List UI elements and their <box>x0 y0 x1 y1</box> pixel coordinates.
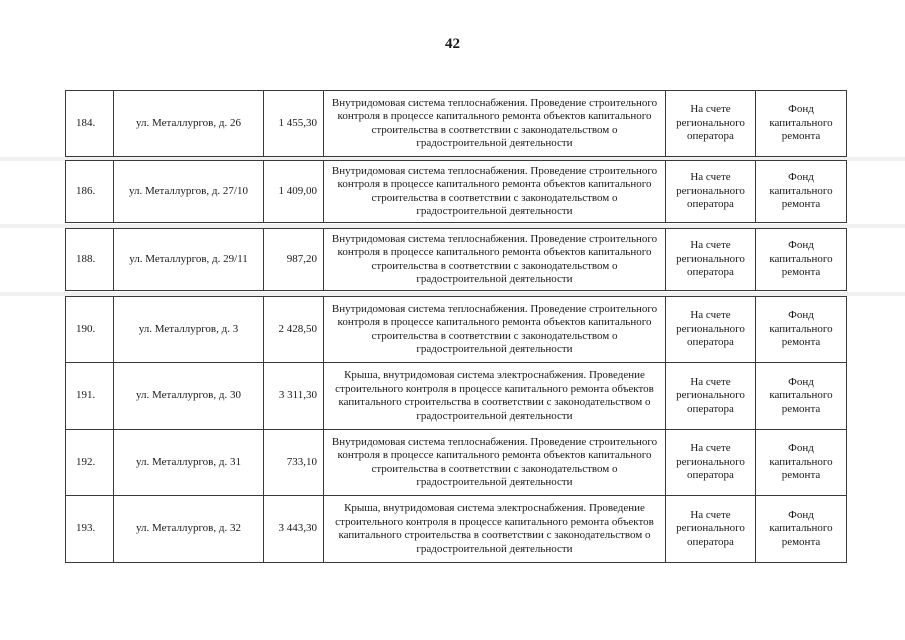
row-funding-source: Фонд капитального ремонта <box>756 363 847 430</box>
row-address: ул. Металлургов, д. 32 <box>114 496 264 563</box>
row-area: 1 409,00 <box>264 161 324 223</box>
row-address: ул. Металлургов, д. 31 <box>114 430 264 496</box>
row-work-description: Крыша, внутридомовая система электроснабжения. Проведение строительного контроля в процессе капитального ремонта объектов капитального строительства в соответствии с законодательством о градостроительной деятельности <box>324 496 666 563</box>
record-table <box>65 90 847 157</box>
page-number: 42 <box>445 36 460 52</box>
row-funding-source: Фонд капитального ремонта <box>756 496 847 563</box>
row-work-description: Внутридомовая система теплоснабжения. Проведение строительного контроля в процессе капитального ремонта объектов капитального строительства в соответствии с законодательством о градостроительной деятельности <box>324 297 666 363</box>
record-table <box>65 296 847 563</box>
row-funding-source: Фонд капитального ремонта <box>756 91 847 157</box>
row-number: 188. <box>66 229 114 291</box>
row-number: 192. <box>66 430 114 496</box>
row-number: 190. <box>66 297 114 363</box>
record-table <box>65 228 847 291</box>
row-funding-method: На счете регионального оператора <box>666 496 756 563</box>
table-row <box>66 496 847 563</box>
row-funding-method: На счете регионального оператора <box>666 430 756 496</box>
table-row <box>66 91 847 157</box>
row-area: 3 311,30 <box>264 363 324 430</box>
row-funding-method: На счете регионального оператора <box>666 91 756 157</box>
row-funding-method: На счете регионального оператора <box>666 297 756 363</box>
row-work-description: Крыша, внутридомовая система электроснабжения. Проведение строительного контроля в процессе капитального ремонта объектов капитального строительства в соответствии с законодательством о градостроительной деятельности <box>324 363 666 430</box>
table-row <box>66 161 847 223</box>
table-row <box>66 430 847 496</box>
table-row <box>66 229 847 291</box>
table-row <box>66 363 847 430</box>
row-area: 2 428,50 <box>264 297 324 363</box>
row-address: ул. Металлургов, д. 30 <box>114 363 264 430</box>
row-work-description: Внутридомовая система теплоснабжения. Проведение строительного контроля в процессе капитального ремонта объектов капитального строительства в соответствии с законодательством о градостроительной деятельности <box>324 91 666 157</box>
row-funding-source: Фонд капитального ремонта <box>756 430 847 496</box>
row-work-description: Внутридомовая система теплоснабжения. Проведение строительного контроля в процессе капитального ремонта объектов капитального строительства в соответствии с законодательством о градостроительной деятельности <box>324 229 666 291</box>
row-address: ул. Металлургов, д. 27/10 <box>114 161 264 223</box>
row-address: ул. Металлургов, д. 29/11 <box>114 229 264 291</box>
row-work-description: Внутридомовая система теплоснабжения. Проведение строительного контроля в процессе капитального ремонта объектов капитального строительства в соответствии с законодательством о градостроительной деятельности <box>324 161 666 223</box>
row-area: 1 455,30 <box>264 91 324 157</box>
row-number: 184. <box>66 91 114 157</box>
row-address: ул. Металлургов, д. 3 <box>114 297 264 363</box>
record-table <box>65 160 847 223</box>
row-number: 191. <box>66 363 114 430</box>
row-funding-source: Фонд капитального ремонта <box>756 297 847 363</box>
row-area: 3 443,30 <box>264 496 324 563</box>
row-area: 733,10 <box>264 430 324 496</box>
row-funding-method: На счете регионального оператора <box>666 161 756 223</box>
row-funding-source: Фонд капитального ремонта <box>756 229 847 291</box>
row-funding-method: На счете регионального оператора <box>666 363 756 430</box>
row-area: 987,20 <box>264 229 324 291</box>
row-number: 193. <box>66 496 114 563</box>
row-funding-method: На счете регионального оператора <box>666 229 756 291</box>
table-row <box>66 297 847 363</box>
row-work-description: Внутридомовая система теплоснабжения. Проведение строительного контроля в процессе капитального ремонта объектов капитального строительства в соответствии с законодательством о градостроительной деятельности <box>324 430 666 496</box>
row-funding-source: Фонд капитального ремонта <box>756 161 847 223</box>
row-address: ул. Металлургов, д. 26 <box>114 91 264 157</box>
row-number: 186. <box>66 161 114 223</box>
